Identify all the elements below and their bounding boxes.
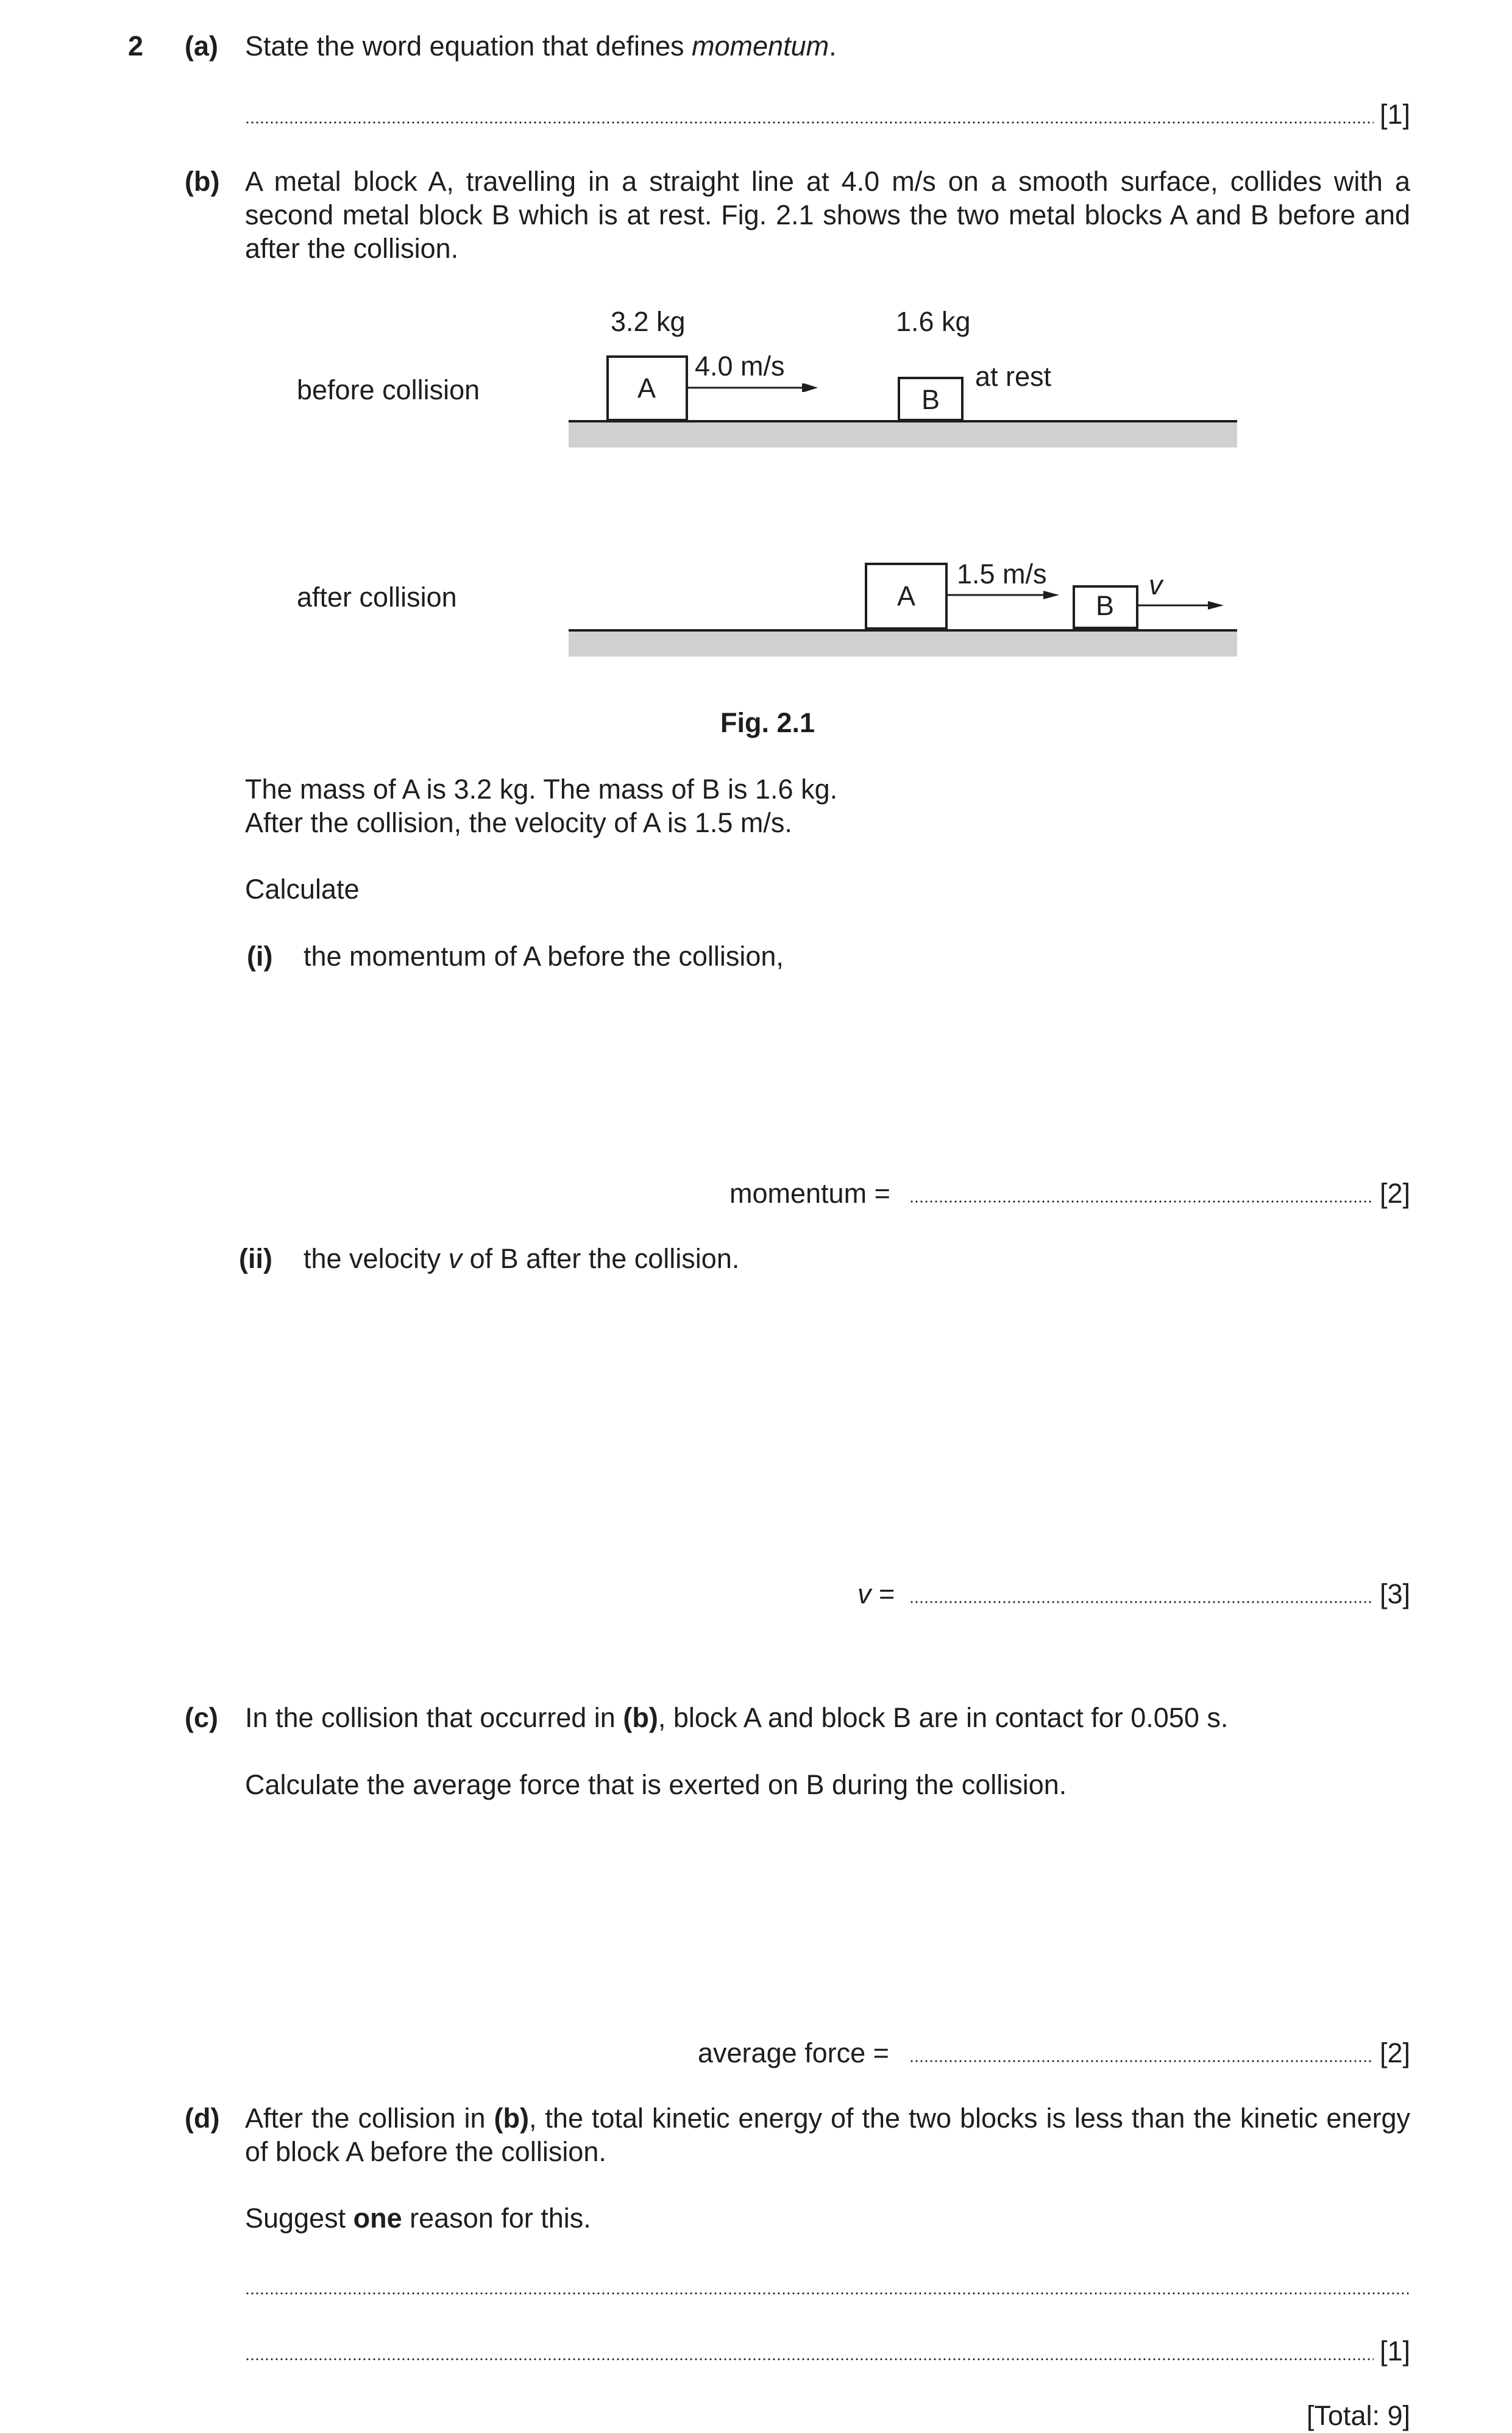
suggest-end: reason for this. xyxy=(402,2203,591,2234)
part-c-line1-end: , block A and block B are in contact for 0.050 s. xyxy=(658,1702,1229,1733)
v-answer-label xyxy=(857,1577,895,1611)
part-d-line1 xyxy=(245,2101,1410,2168)
part-c-marks: [2] xyxy=(1379,2037,1410,2068)
suggest-emphasis: one xyxy=(353,2203,402,2234)
block-b-after-label: B xyxy=(1096,590,1115,621)
sub-ii-text-symbol: v xyxy=(448,1243,463,1274)
question-number: 2 xyxy=(128,30,144,62)
suggest-instruction xyxy=(245,2201,591,2235)
part-a-prompt-term: momentum xyxy=(692,30,829,62)
part-a-marks: [1] xyxy=(1379,99,1410,130)
part-d-answer-line-2[interactable] xyxy=(245,2334,1410,2368)
sub-i-marks: [2] xyxy=(1379,1178,1410,1209)
block-a-after-label: A xyxy=(897,580,916,611)
momentum-answer-line[interactable] xyxy=(909,1177,1410,1210)
sub-ii-marks: [3] xyxy=(1379,1578,1410,1609)
part-c-line2: Calculate the average force that is exerted on B during the collision. xyxy=(245,1769,1067,1800)
b-at-rest-label: at rest xyxy=(975,361,1052,392)
part-a-prompt-text: State the word equation that defines xyxy=(245,30,692,62)
average-force-answer-label: average force = xyxy=(698,2037,889,2068)
part-c-line1-ref: (b) xyxy=(623,1702,658,1733)
part-b-label: (b) xyxy=(185,166,220,197)
part-d-answer-line-1[interactable] xyxy=(245,2268,1410,2302)
part-d-line1-start: After the collision in xyxy=(245,2103,494,2134)
velocity-info-line: After the collision, the velocity of A is 1.5 m/s. xyxy=(245,807,792,838)
v-answer-symbol: v xyxy=(857,1578,871,1609)
sub-ii-text-end: of B after the collision. xyxy=(462,1243,740,1274)
arrow-head-a-before xyxy=(802,383,818,392)
mass-b-label: 1.6 kg xyxy=(896,306,971,337)
average-force-answer-line[interactable] xyxy=(909,2036,1410,2070)
before-collision-label: before collision xyxy=(297,374,480,405)
v-answer-line[interactable] xyxy=(909,1577,1410,1611)
surface-after-shading xyxy=(569,631,1237,657)
part-b-intro: A metal block A, travelling in a straight line at 4.0 m/s on a smooth surface, collides with a second metal block B which is at rest. Fig. 2.1 shows the two metal blocks A and B before and after the collision. xyxy=(245,166,1410,264)
sub-ii-text-start: the velocity xyxy=(303,1243,449,1274)
sub-i-label: (i) xyxy=(247,941,273,972)
speed-b-after-label: v xyxy=(1149,569,1163,600)
speed-a-after-label: 1.5 m/s xyxy=(957,558,1047,590)
sub-ii-text xyxy=(303,1242,739,1275)
part-c-line1-start: In the collision that occurred in xyxy=(245,1702,623,1733)
figure-caption: Fig. 2.1 xyxy=(720,707,815,738)
collision-figure xyxy=(0,0,1512,793)
arrow-head-b-after xyxy=(1208,601,1224,610)
part-a-label: (a) xyxy=(185,30,218,62)
part-d-label: (d) xyxy=(185,2103,220,2134)
mass-a-label: 3.2 kg xyxy=(611,306,686,337)
momentum-answer-label: momentum = xyxy=(729,1178,890,1209)
calculate-instruction: Calculate xyxy=(245,874,360,905)
sub-ii-label: (ii) xyxy=(239,1243,272,1274)
suggest-start: Suggest xyxy=(245,2203,353,2234)
arrow-head-a-after xyxy=(1043,591,1059,599)
part-d-line1-end: , the total kinetic energy of the two blocks is less than the kinetic energy of block A before the collision. xyxy=(245,2103,1411,2167)
v-answer-equals: = xyxy=(871,1578,895,1609)
part-a-prompt-end: . xyxy=(829,30,837,62)
surface-before-shading xyxy=(569,422,1237,447)
total-marks: [Total: 9] xyxy=(1306,2400,1410,2431)
part-c-label: (c) xyxy=(185,1702,218,1733)
part-c-line1 xyxy=(245,1701,1228,1734)
after-collision-label: after collision xyxy=(297,582,457,613)
sub-i-text: the momentum of A before the collision, xyxy=(303,941,784,972)
block-b-before-label: B xyxy=(921,384,940,415)
block-a-before-label: A xyxy=(637,372,656,404)
part-d-line1-ref: (b) xyxy=(494,2103,529,2134)
part-d-marks: [1] xyxy=(1379,2335,1410,2367)
mass-info-line: The mass of A is 3.2 kg. The mass of B is 1.6 kg. xyxy=(245,774,838,805)
speed-a-before-label: 4.0 m/s xyxy=(695,351,785,382)
